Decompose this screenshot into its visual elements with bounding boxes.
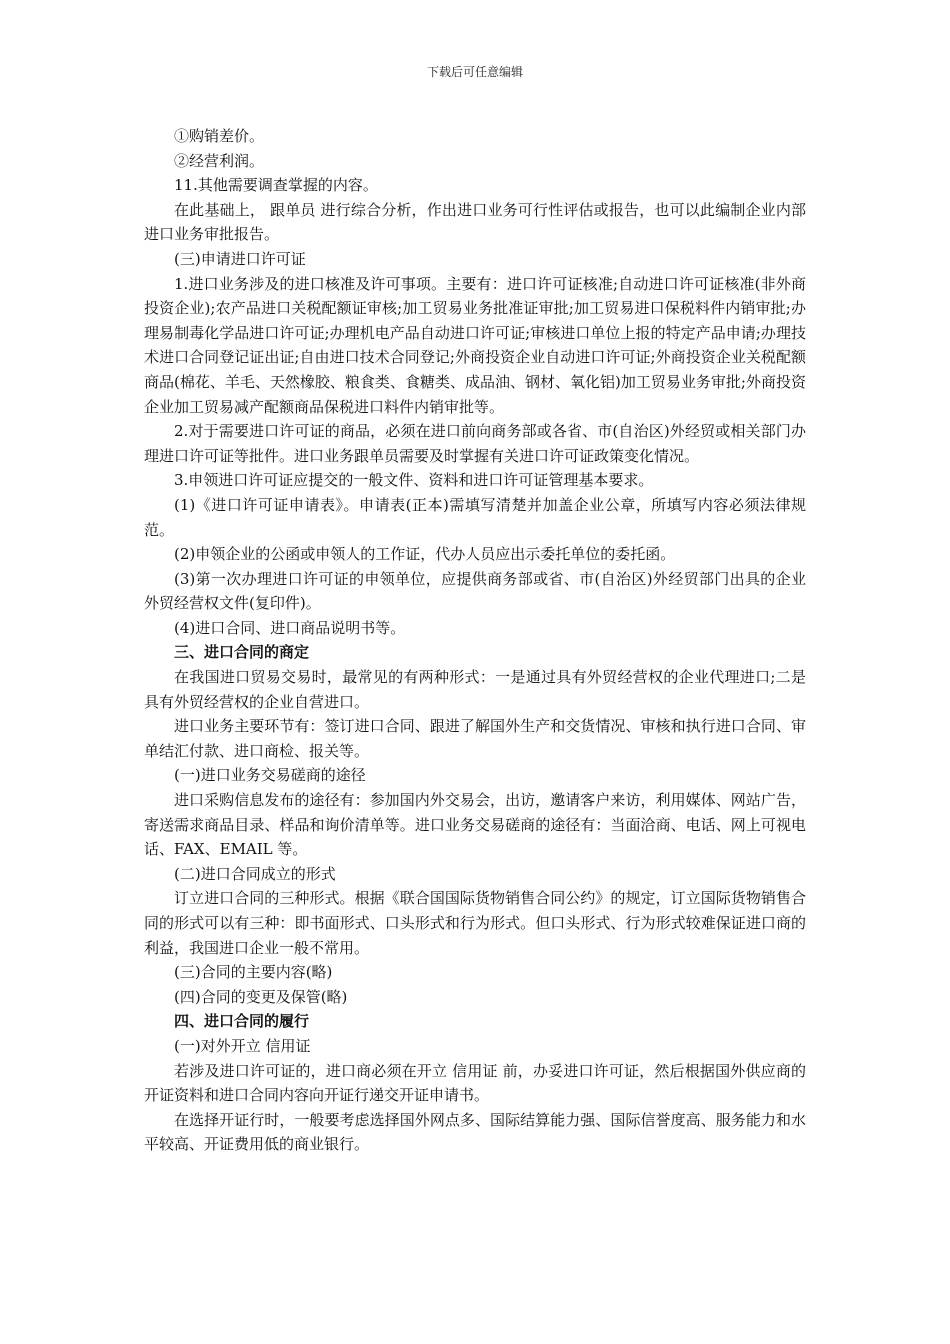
paragraph: (二)进口合同成立的形式 xyxy=(174,864,336,883)
paragraph: 在选择开证行时，一般要考虑选择国外网点多、国际结算能力强、国际信誉度高、服务能力和水平较高、开证费用低的商业银行。 xyxy=(144,1110,806,1154)
paragraph: 订立进口合同的三种形式。根据《联合国国际货物销售合同公约》的规定，订立国际货物销售合同的形式可以有三种：即书面形式、口头形式和行为形式。但口头形式、行为形式较难保证进口商的利益，我国进口企业一般不常用。 xyxy=(144,889,806,957)
paragraph: (四)合同的变更及保管(略) xyxy=(174,987,348,1006)
section-heading: 三、进口合同的商定 xyxy=(174,643,310,662)
paragraph: 进口采购信息发布的途径有：参加国内外交易会，出访，邀请客户来访，利用媒体、网站广告，寄送需求商品目录、样品和询价清单等。进口业务交易磋商的途径有：当面洽商、电话、网上可视电话、FAX、EMAIL 等。 xyxy=(144,791,806,859)
paragraph: (三)合同的主要内容(略) xyxy=(174,963,333,982)
page-header: 下载后可任意编辑 xyxy=(426,65,523,79)
paragraph: (三)申请进口许可证 xyxy=(174,249,306,268)
section-heading: 四、进口合同的履行 xyxy=(174,1012,310,1031)
paragraph: (1)《进口许可证申请表》。申请表(正本)需填写清楚并加盖企业公章，所填写内容必须法律规范。 xyxy=(144,495,806,539)
paragraph: (3)第一次办理进口许可证的申领单位，应提供商务部或省、市(自治区)外经贸部门出具的企业外贸经营权文件(复印件)。 xyxy=(144,569,806,613)
document-body xyxy=(144,124,806,1157)
paragraph: (一)对外开立 信用证 xyxy=(174,1036,311,1055)
paragraph: (2)申领企业的公函或申领人的工作证，代办人员应出示委托单位的委托函。 xyxy=(174,545,676,564)
paragraph: (4)进口合同、进口商品说明书等。 xyxy=(174,618,406,637)
paragraph: 1.进口业务涉及的进口核准及许可事项。主要有：进口许可证核准;自动进口许可证核准(非外商投资企业);农产品进口关税配额证审核;加工贸易业务批准证审批;加工贸易进口保税料件内销审批;办理易制毒化学品进口许可证;办理机电产品自动进口许可证;审核进口单位上报的特定产品申请;办理技术进口合同登记证出证;自由进口技术合同登记;外商投资企业自动进口许可证;外商投资企业关税配额商品(棉花、羊毛、天然橡胶、粮食类、食糖类、成品油、钢材、氧化铝)加工贸易业务审批;外商投资企业加工贸易减产配额商品保税进口料件内销审批等。 xyxy=(144,274,806,416)
paragraph: ②经营利润。 xyxy=(174,151,265,170)
paragraph: 2.对于需要进口许可证的商品，必须在进口前向商务部或各省、市(自治区)外经贸或相关部门办理进口许可证等批件。进口业务跟单员需要及时掌握有关进口许可证政策变化情况。 xyxy=(144,422,806,465)
paragraph: 进口业务主要环节有：签订进口合同、跟进了解国外生产和交货情况、审核和执行进口合同、审单结汇付款、进口商检、报关等。 xyxy=(144,717,806,760)
paragraph: 在此基础上， 跟单员 进行综合分析，作出进口业务可行性评估或报告，也可以此编制企业内部进口业务审批报告。 xyxy=(144,200,806,244)
paragraph: (一)进口业务交易磋商的途径 xyxy=(174,766,366,785)
paragraph: 3.申领进口许可证应提交的一般文件、资料和进口许可证管理基本要求。 xyxy=(174,471,654,490)
paragraph: ①购销差价。 xyxy=(174,127,265,145)
paragraph: 在我国进口贸易交易时，最常见的有两种形式：一是通过具有外贸经营权的企业代理进口;二是具有外贸经营权的企业自营进口。 xyxy=(144,668,806,711)
paragraph: 若涉及进口许可证的，进口商必须在开立 信用证 前，办妥进口许可证，然后根据国外供应商的开证资料和进口合同内容向开证行递交开证申请书。 xyxy=(144,1061,806,1105)
paragraph: 11.其他需要调查掌握的内容。 xyxy=(174,176,378,195)
